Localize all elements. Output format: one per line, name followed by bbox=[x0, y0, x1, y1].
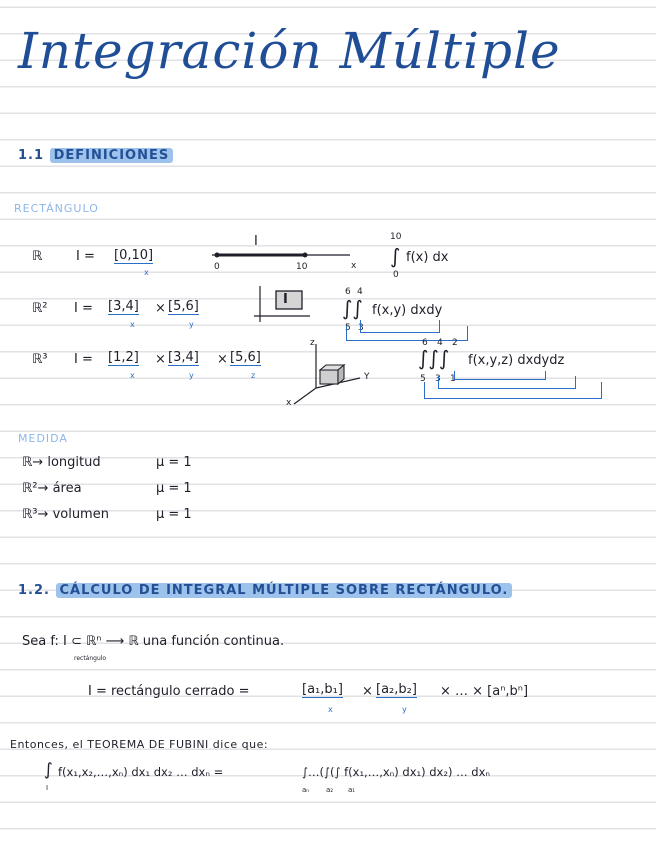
r1-lower: 0 bbox=[393, 270, 399, 280]
medida-row-1 bbox=[22, 455, 101, 470]
fubini-lhs: f(x₁,x₂,…,xₙ) dx₁ dx₂ … dxₙ = bbox=[58, 765, 224, 779]
r2-upper-1: 6 bbox=[345, 287, 351, 297]
r2-rectangle-sketch bbox=[252, 284, 312, 324]
medida-name: volumen bbox=[52, 507, 109, 522]
medida-space: ℝ² bbox=[22, 481, 38, 496]
section-number: 1.2. bbox=[18, 583, 50, 598]
r3-lhs: I = bbox=[74, 352, 93, 367]
fubini-bound-2: a₂ bbox=[326, 786, 334, 794]
r3-space: ℝ³ bbox=[32, 352, 48, 367]
r2-lhs: I = bbox=[74, 301, 93, 316]
r2-space: ℝ² bbox=[32, 301, 48, 316]
fubini-lhs-sub: I bbox=[46, 784, 49, 792]
irect-y-label: y bbox=[402, 705, 407, 714]
medida-name: área bbox=[52, 481, 82, 496]
medida-mu-1: μ = 1 bbox=[156, 455, 192, 470]
irect-interval-2: [a₂,b₂] bbox=[376, 682, 417, 697]
r3-y-label: y bbox=[189, 371, 194, 380]
r3-axis-y: Y bbox=[364, 372, 370, 382]
r3-upper-2: 4 bbox=[437, 338, 443, 348]
irect-times: × bbox=[362, 684, 373, 699]
r2-lower-2: 3 bbox=[358, 323, 364, 333]
medida-name: longitud bbox=[47, 455, 101, 470]
r3-upper-1: 6 bbox=[422, 338, 428, 348]
medida-row-3 bbox=[22, 507, 109, 522]
r1-x-label: x bbox=[144, 268, 149, 277]
rectangulo-label: RECTÁNGULO bbox=[14, 202, 99, 215]
medida-space: ℝ³ bbox=[22, 507, 38, 522]
r3-integrand: f(x,y,z) dxdydz bbox=[468, 353, 565, 368]
r1-tick-0: 0 bbox=[214, 262, 220, 272]
r3-times-1: × bbox=[155, 352, 166, 367]
fubini-lhs-int: ∫ bbox=[44, 760, 53, 780]
irect-lhs: I = rectángulo cerrado = bbox=[88, 684, 250, 699]
r1-upper: 10 bbox=[390, 232, 402, 242]
fubini-intro: Entonces, el TEOREMA DE FUBINI dice que: bbox=[10, 738, 269, 751]
r1-interval: [0,10] bbox=[114, 248, 154, 263]
section-1-2 bbox=[18, 583, 512, 598]
r3-int-sign: ∫∫∫ bbox=[418, 346, 450, 370]
medida-mu-3: μ = 1 bbox=[156, 507, 192, 522]
section-heading: CÁLCULO DE INTEGRAL MÚLTIPLE SOBRE RECTÁNGULO. bbox=[56, 583, 513, 598]
r3-interval-3: [5,6] bbox=[230, 350, 261, 365]
page-title: Integración Múltiple bbox=[18, 22, 561, 80]
r2-interval-1: [3,4] bbox=[108, 299, 139, 314]
r1-space: ℝ bbox=[32, 249, 43, 264]
r1-interval-letter: I bbox=[254, 234, 258, 249]
r1-tick-10: 10 bbox=[296, 262, 308, 272]
section-heading: DEFINICIONES bbox=[50, 148, 174, 163]
r2-interval-2: [5,6] bbox=[168, 299, 199, 314]
r3-lower-1: 5 bbox=[420, 374, 426, 384]
r3-interval-2: [3,4] bbox=[168, 350, 199, 365]
r1-lhs: I = bbox=[76, 249, 95, 264]
medida-row-2 bbox=[22, 481, 82, 496]
r1-number-line bbox=[210, 250, 370, 260]
r2-x-label: x bbox=[130, 320, 135, 329]
r3-axis-z: z bbox=[310, 338, 315, 348]
sea-note: rectángulo bbox=[74, 655, 107, 662]
r3-z-label: z bbox=[251, 371, 256, 380]
r3-times-2: × bbox=[217, 352, 228, 367]
irect-interval-1: [a₁,b₁] bbox=[302, 682, 343, 697]
r2-lower-1: 5 bbox=[345, 323, 351, 333]
medida-arrow: → bbox=[37, 481, 49, 496]
r1-int-sign: ∫ bbox=[390, 244, 401, 268]
irect-x-label: x bbox=[328, 705, 333, 714]
r2-bracket-outer bbox=[346, 326, 468, 341]
r3-axis-x: x bbox=[286, 398, 292, 408]
r2-times: × bbox=[155, 301, 166, 316]
r2-integrand: f(x,y) dxdy bbox=[372, 303, 443, 318]
section-number: 1.1 bbox=[18, 148, 45, 163]
r2-y-label: y bbox=[189, 320, 194, 329]
r3-x-label: x bbox=[130, 371, 135, 380]
medida-mu-2: μ = 1 bbox=[156, 481, 192, 496]
section-1-1 bbox=[18, 148, 173, 163]
r3-interval-1: [1,2] bbox=[108, 350, 139, 365]
r2-box-label: I bbox=[283, 292, 288, 307]
fubini-bound-1: a₁ bbox=[348, 786, 356, 794]
fubini-rhs: ∫…(∫(∫ f(x₁,…,xₙ) dx₁) dx₂) … dxₙ bbox=[302, 765, 490, 779]
r3-box-sketch bbox=[286, 340, 366, 410]
irect-rest: × … × [aⁿ,bⁿ] bbox=[440, 684, 529, 699]
r2-upper-2: 4 bbox=[357, 287, 363, 297]
r3-lower-2: 3 bbox=[435, 374, 441, 384]
medida-arrow: → bbox=[32, 455, 44, 470]
r3-bracket-outer bbox=[424, 382, 602, 399]
r1-axis-x: x bbox=[351, 261, 357, 271]
r1-integrand: f(x) dx bbox=[406, 250, 449, 265]
medida-label: MEDIDA bbox=[18, 432, 68, 445]
medida-arrow: → bbox=[37, 507, 49, 522]
medida-space: ℝ bbox=[22, 455, 33, 470]
r3-lower-3: 1 bbox=[450, 374, 456, 384]
r2-int-sign: ∫∫ bbox=[342, 296, 363, 320]
sea-sentence: Sea f: I ⊂ ℝⁿ ⟶ ℝ una función continua. bbox=[22, 634, 285, 649]
r3-upper-3: 2 bbox=[452, 338, 458, 348]
fubini-bound-n: aₙ bbox=[302, 786, 310, 794]
